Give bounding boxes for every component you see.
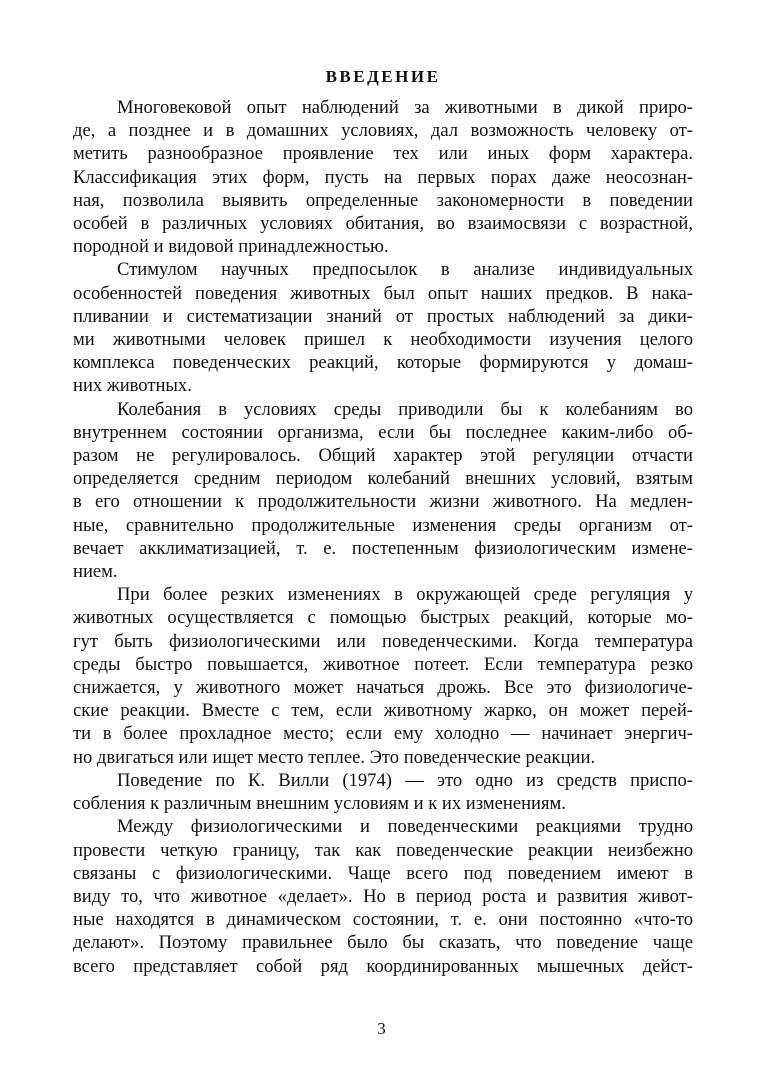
document-page xyxy=(73,66,693,978)
text-line: ные, сравнительно продолжительные изменения среды организм от- xyxy=(73,514,693,536)
text-line: снижается, у животного может начаться дрожь. Все это физиологиче- xyxy=(73,677,693,699)
text-line: делают». Поэтому правильнее было бы сказать, что поведение чаще xyxy=(73,932,693,954)
text-line: виду то, что животное «делает». Но в период роста и развития живот- xyxy=(73,885,693,907)
text-line: гут быть физиологическими или поведенческими. Когда температура xyxy=(73,630,693,652)
text-line: ти в более прохладное место; если ему холодно — начинает энергич- xyxy=(73,723,693,745)
text-line: пливании и систематизации знаний от простых наблюдений за дики- xyxy=(73,305,693,327)
text-line: связаны с физиологическими. Чаще всего под поведением имеют в xyxy=(73,862,693,884)
text-line: ми животными человек пришел к необходимости изучения целого xyxy=(73,329,693,351)
text-line: Поведение по К. Вилли (1974) — это одно из средств приспо- xyxy=(117,769,693,791)
text-line: определяется средним периодом колебаний внешних условий, взятым xyxy=(73,468,693,490)
text-line: Колебания в условиях среды приводили бы к колебаниям во xyxy=(117,398,693,420)
paragraph xyxy=(73,815,693,977)
text-line: де, а позднее и в домашних условиях, дал возможность человеку от- xyxy=(73,120,693,142)
text-line: особей в различных условиях обитания, во взаимосвязи с возрастной, xyxy=(73,213,693,235)
page-title: ВВЕДЕНИЕ xyxy=(325,67,441,86)
text-line: всего представляет собой ряд координированных мышечных дейст- xyxy=(73,955,693,977)
text-line: провести четкую границу, так как поведенческие реакции неизбежно xyxy=(73,839,693,861)
paragraph xyxy=(73,258,693,397)
text-line: Стимулом научных предпосылок в анализе индивидуальных xyxy=(117,259,693,281)
text-line: ная, позволила выявить определенные закономерности в поведении xyxy=(73,189,693,211)
text-line: вечает акклиматизацией, т. е. постепенным физиологическим измене- xyxy=(73,537,693,559)
body-text xyxy=(73,96,693,978)
paragraph xyxy=(73,96,693,258)
text-line: ские реакции. Вместе с тем, если животному жарко, он может перей- xyxy=(73,700,693,722)
page-number: 3 xyxy=(377,1019,386,1038)
text-line: комплекса поведенческих реакций, которые формируются у домаш- xyxy=(73,352,693,374)
text-line: ные находятся в динамическом состоянии, т. е. они постоянно «что-то xyxy=(73,909,693,931)
text-line: нием. xyxy=(73,561,118,583)
text-line: Между физиологическими и поведенческими реакциями трудно xyxy=(117,816,693,838)
paragraph xyxy=(73,583,693,769)
text-line: собления к различным внешним условиям и к их изменениям. xyxy=(73,793,566,815)
text-line: Классификация этих форм, пусть на первых порах даже неосознан- xyxy=(73,166,693,188)
text-line: особенностей поведения животных был опыт наших предков. В нака- xyxy=(73,282,693,304)
text-line: метить разнообразное проявление тех или иных форм характера. xyxy=(73,143,693,165)
text-line: внутреннем состоянии организма, если бы последнее каким-либо об- xyxy=(73,421,693,443)
paragraph xyxy=(73,769,693,815)
text-line: них животных. xyxy=(73,375,192,397)
text-line: но двигаться или ищет место теплее. Это поведенческие реакции. xyxy=(73,746,596,768)
text-line: в его отношении к продолжительности жизни животного. На медлен- xyxy=(73,491,693,513)
text-line: разом не регулировалось. Общий характер этой регуляции отчасти xyxy=(73,445,693,467)
text-line: При более резких изменениях в окружающей среде регуляция у xyxy=(117,584,693,606)
text-line: животных осуществляется с помощью быстрых реакций, которые мо- xyxy=(73,607,693,629)
text-line: породной и видовой принадлежностью. xyxy=(73,236,389,258)
text-line: среды быстро повышается, животное потеет. Если температура резко xyxy=(73,653,693,675)
paragraph xyxy=(73,398,693,584)
text-line: Многовековой опыт наблюдений за животными в дикой приро- xyxy=(117,97,693,118)
